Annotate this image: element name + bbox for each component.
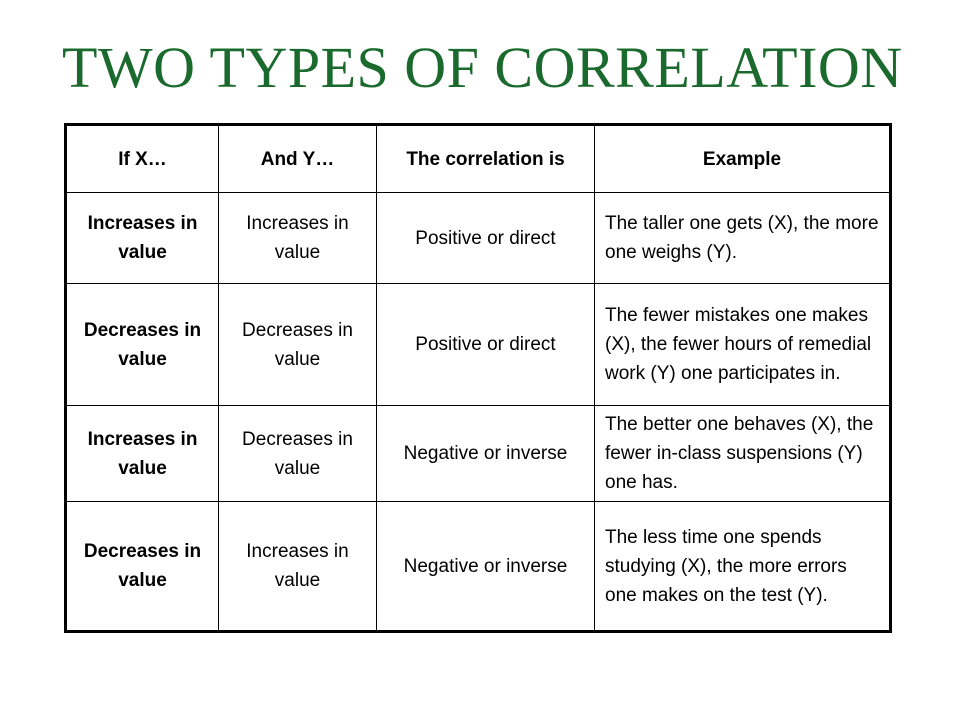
cell-x: Decreases in value: [66, 284, 219, 406]
cell-y: Increases in value: [219, 193, 377, 284]
table-row: [66, 502, 891, 632]
cell-x: Increases in value: [66, 406, 219, 502]
cell-y: Decreases in value: [219, 406, 377, 502]
header-if-x: If X…: [66, 125, 219, 193]
cell-x: Increases in value: [66, 193, 219, 284]
cell-y: Decreases in value: [219, 284, 377, 406]
table-row: [66, 406, 891, 502]
cell-example: The taller one gets (X), the more one weighs (Y).: [595, 193, 891, 284]
cell-example: The fewer mistakes one makes (X), the fewer hours of remedial work (Y) one participates in.: [595, 284, 891, 406]
cell-correlation: Positive or direct: [377, 193, 595, 284]
cell-correlation: Positive or direct: [377, 284, 595, 406]
cell-correlation: Negative or inverse: [377, 502, 595, 632]
cell-example: The less time one spends studying (X), the more errors one makes on the test (Y).: [595, 502, 891, 632]
header-and-y: And Y…: [219, 125, 377, 193]
cell-x: Decreases in value: [66, 502, 219, 632]
correlation-table: [64, 123, 892, 633]
header-correlation: The correlation is: [377, 125, 595, 193]
cell-y: Increases in value: [219, 502, 377, 632]
header-example: Example: [595, 125, 891, 193]
table-row: [66, 193, 891, 284]
cell-correlation: Negative or inverse: [377, 406, 595, 502]
table-row: [66, 284, 891, 406]
header-row: [66, 125, 891, 193]
cell-example: The better one behaves (X), the fewer in-class suspensions (Y) one has.: [595, 406, 891, 502]
slide-title: TWO TYPES OF CORRELATION: [62, 35, 903, 100]
